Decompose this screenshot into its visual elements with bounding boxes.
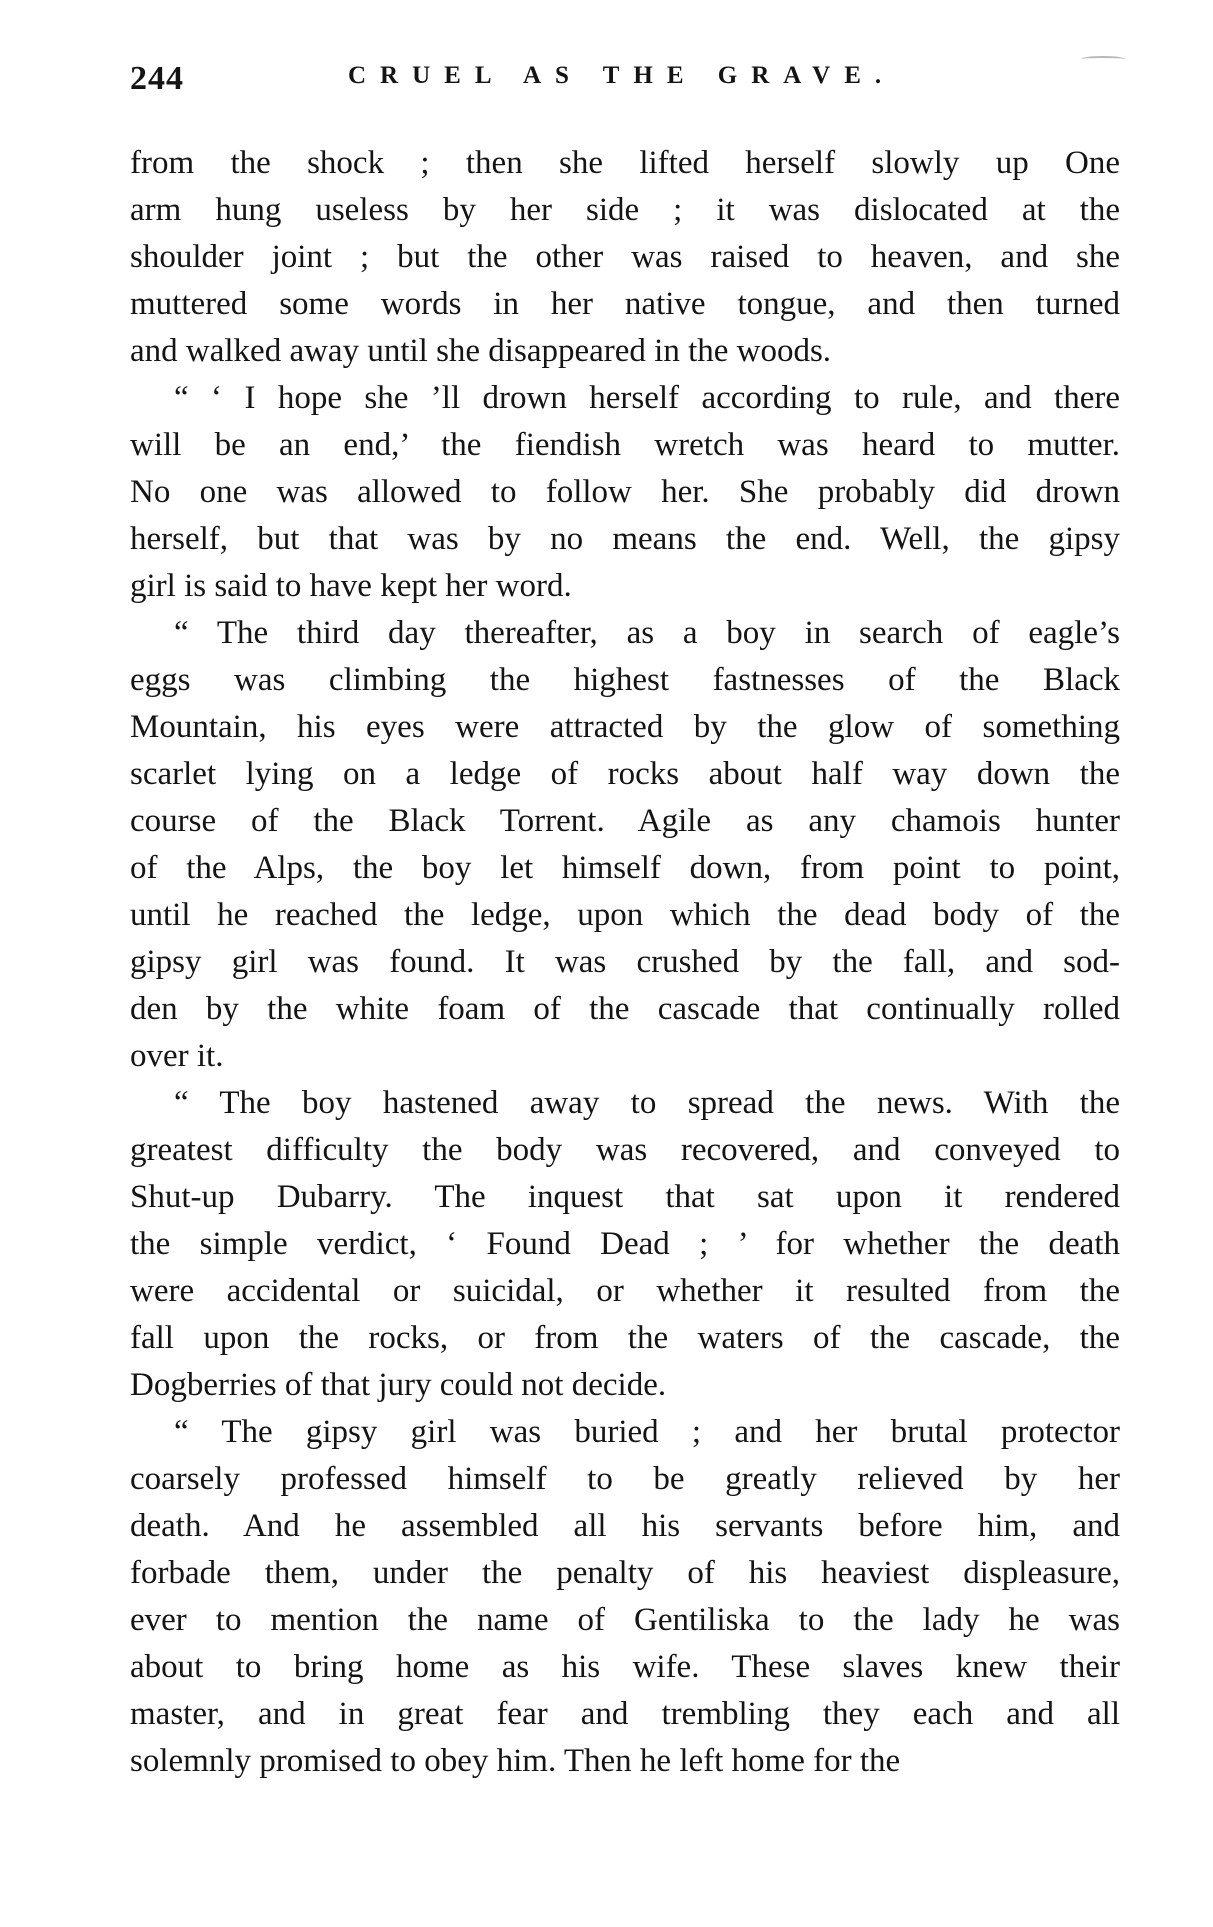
paragraph <box>130 1080 1120 1409</box>
paragraph <box>130 140 1120 375</box>
text-line: until he reached the ledge, upon which the dead body of the <box>130 897 1120 933</box>
text-line: will be an end,’ the fiendish wretch was heard to mutter. <box>130 427 1120 463</box>
text-line: coarsely professed himself to be greatly relieved by her <box>130 1461 1120 1497</box>
text-line: gipsy girl was found. It was crushed by the fall, and sod- <box>130 944 1120 980</box>
text-line: greatest difficulty the body was recovered, and conveyed to <box>130 1132 1120 1168</box>
text-line: muttered some words in her native tongue, and then turned <box>130 286 1120 322</box>
text-line: Dogberries of that jury could not decide. <box>130 1367 667 1403</box>
text-line: arm hung useless by her side ; it was dislocated at the <box>130 192 1120 228</box>
text-line: fall upon the rocks, or from the waters of the cascade, the <box>130 1320 1120 1356</box>
text-line: death. And he assembled all his servants before him, and <box>130 1508 1120 1544</box>
text-line: and walked away until she disappeared in the woods. <box>130 333 832 369</box>
text-line: the simple verdict, ‘ Found Dead ; ’ for whether the death <box>130 1226 1120 1262</box>
text-line: scarlet lying on a ledge of rocks about half way down the <box>130 756 1120 792</box>
paragraph <box>130 610 1120 1080</box>
text-line: den by the white foam of the cascade that continually rolled <box>130 991 1120 1027</box>
text-line: No one was allowed to follow her. She probably did drown <box>130 474 1120 510</box>
ink-mark <box>1081 56 1125 62</box>
text-line: ever to mention the name of Gentiliska to the lady he was <box>130 1602 1120 1638</box>
text-line: shoulder joint ; but the other was raised to heaven, and she <box>130 239 1120 275</box>
text-line: forbade them, under the penalty of his heaviest displeasure, <box>130 1555 1120 1591</box>
text-line: Shut-up Dubarry. The inquest that sat upon it rendered <box>130 1179 1120 1215</box>
text-line: eggs was climbing the highest fastnesses of the Black <box>130 662 1120 698</box>
running-title: CRUEL AS THE GRAVE. <box>348 62 896 89</box>
paragraph <box>130 375 1120 610</box>
text-line: course of the Black Torrent. Agile as any chamois hunter <box>130 803 1120 839</box>
text-line: from the shock ; then she lifted herself slowly up One <box>130 145 1120 181</box>
text-line: girl is said to have kept her word. <box>130 568 572 604</box>
body-text <box>130 140 1120 1785</box>
paragraph <box>130 1409 1120 1785</box>
text-line: over it. <box>130 1038 224 1074</box>
text-line: “ The third day thereafter, as a boy in search of eagle’s <box>174 615 1120 651</box>
running-head <box>130 52 1120 102</box>
text-line: “ The boy hastened away to spread the news. With the <box>174 1085 1120 1121</box>
text-line: herself, but that was by no means the end. Well, the gipsy <box>130 521 1120 557</box>
text-line: of the Alps, the boy let himself down, from point to point, <box>130 850 1120 886</box>
text-line: were accidental or suicidal, or whether it resulted from the <box>130 1273 1120 1309</box>
text-line: “ The gipsy girl was buried ; and her brutal protector <box>174 1414 1120 1450</box>
page-number: 244 <box>130 60 184 97</box>
text-line: “ ‘ I hope she ’ll drown herself according to rule, and there <box>174 380 1120 416</box>
text-line: master, and in great fear and trembling they each and all <box>130 1696 1120 1732</box>
text-line: about to bring home as his wife. These slaves knew their <box>130 1649 1120 1685</box>
text-line: Mountain, his eyes were attracted by the glow of something <box>130 709 1120 745</box>
text-line: solemnly promised to obey him. Then he left home for the <box>130 1743 901 1779</box>
